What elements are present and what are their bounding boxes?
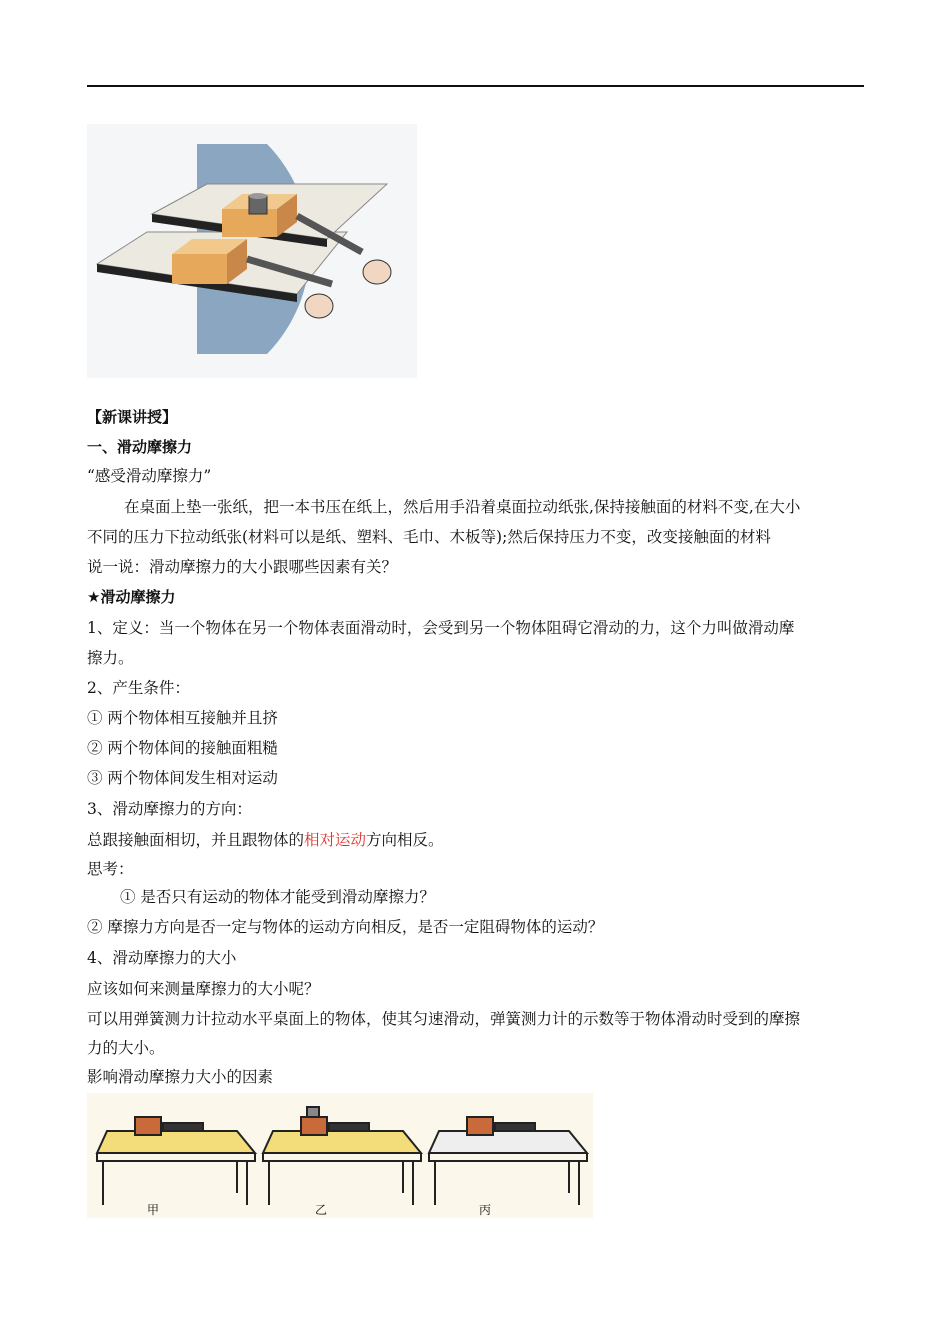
direction-title: 3、滑动摩擦力的方向： xyxy=(87,800,252,818)
fig-label-bing: 丙 xyxy=(479,1203,492,1217)
definition-line: 擦力。 xyxy=(87,649,134,667)
direction-text: 方向相反。 xyxy=(366,831,444,849)
condition-item: ② 两个物体间的接触面粗糙 xyxy=(87,739,278,757)
condition-item: ① 两个物体相互接触并且挤 xyxy=(87,709,278,727)
star-heading: ★滑动摩擦力 xyxy=(87,588,176,606)
friction-experiment-illustration xyxy=(87,124,417,378)
condition-item: ③ 两个物体间发生相对运动 xyxy=(87,769,278,787)
direction-text: 总跟接触面相切，并且跟物体的 xyxy=(87,831,305,849)
highlight-relative-motion: 相对运动 xyxy=(304,831,367,849)
paragraph-line: 在桌面上垫一张纸，把一本书压在纸上，然后用手沿着桌面拉动纸张,保持接触面的材料不变,在大小 xyxy=(124,498,801,516)
think-label: 思考： xyxy=(87,860,134,878)
factors-caption: 影响滑动摩擦力大小的因素 xyxy=(87,1068,274,1086)
heading-sliding-friction: 一、滑动摩擦力 xyxy=(87,438,193,456)
think-item: ② 摩擦力方向是否一定与物体的运动方向相反，是否一定阻碍物体的运动？ xyxy=(87,918,604,936)
three-tables-illustration xyxy=(87,1093,593,1218)
measure-answer-line: 可以用弹簧测力计拉动水平桌面上的物体，使其匀速滑动，弹簧测力计的示数等于物体滑动时受到的摩擦 xyxy=(87,1010,801,1028)
question-line: 说一说：滑动摩擦力的大小跟哪些因素有关？ xyxy=(87,558,398,576)
think-item: ① 是否只有运动的物体才能受到滑动摩擦力？ xyxy=(120,888,435,906)
measure-answer-line: 力的大小。 xyxy=(87,1039,165,1057)
header-rule xyxy=(87,85,864,87)
condition-title: 2、产生条件： xyxy=(87,679,190,697)
section-header: 【新课讲授】 xyxy=(87,408,178,426)
direction-line xyxy=(87,829,444,851)
size-title: 4、滑动摩擦力的大小 xyxy=(87,949,237,967)
friction-factors-figure xyxy=(87,1093,593,1218)
friction-experiment-figure xyxy=(87,124,417,378)
definition-line: 1、定义：当一个物体在另一个物体表面滑动时，会受到另一个物体阻碍它滑动的力，这个力叫做滑动摩 xyxy=(87,619,795,637)
measure-question: 应该如何来测量摩擦力的大小呢？ xyxy=(87,980,320,998)
paragraph-line: 不同的压力下拉动纸张(材料可以是纸、塑料、毛巾、木板等);然后保持压力不变，改变接触面的材料 xyxy=(87,528,771,546)
fig-label-jia: 甲 xyxy=(147,1203,160,1217)
fig-label-yi: 乙 xyxy=(315,1203,328,1217)
quote-title: “感受滑动摩擦力” xyxy=(87,467,212,485)
